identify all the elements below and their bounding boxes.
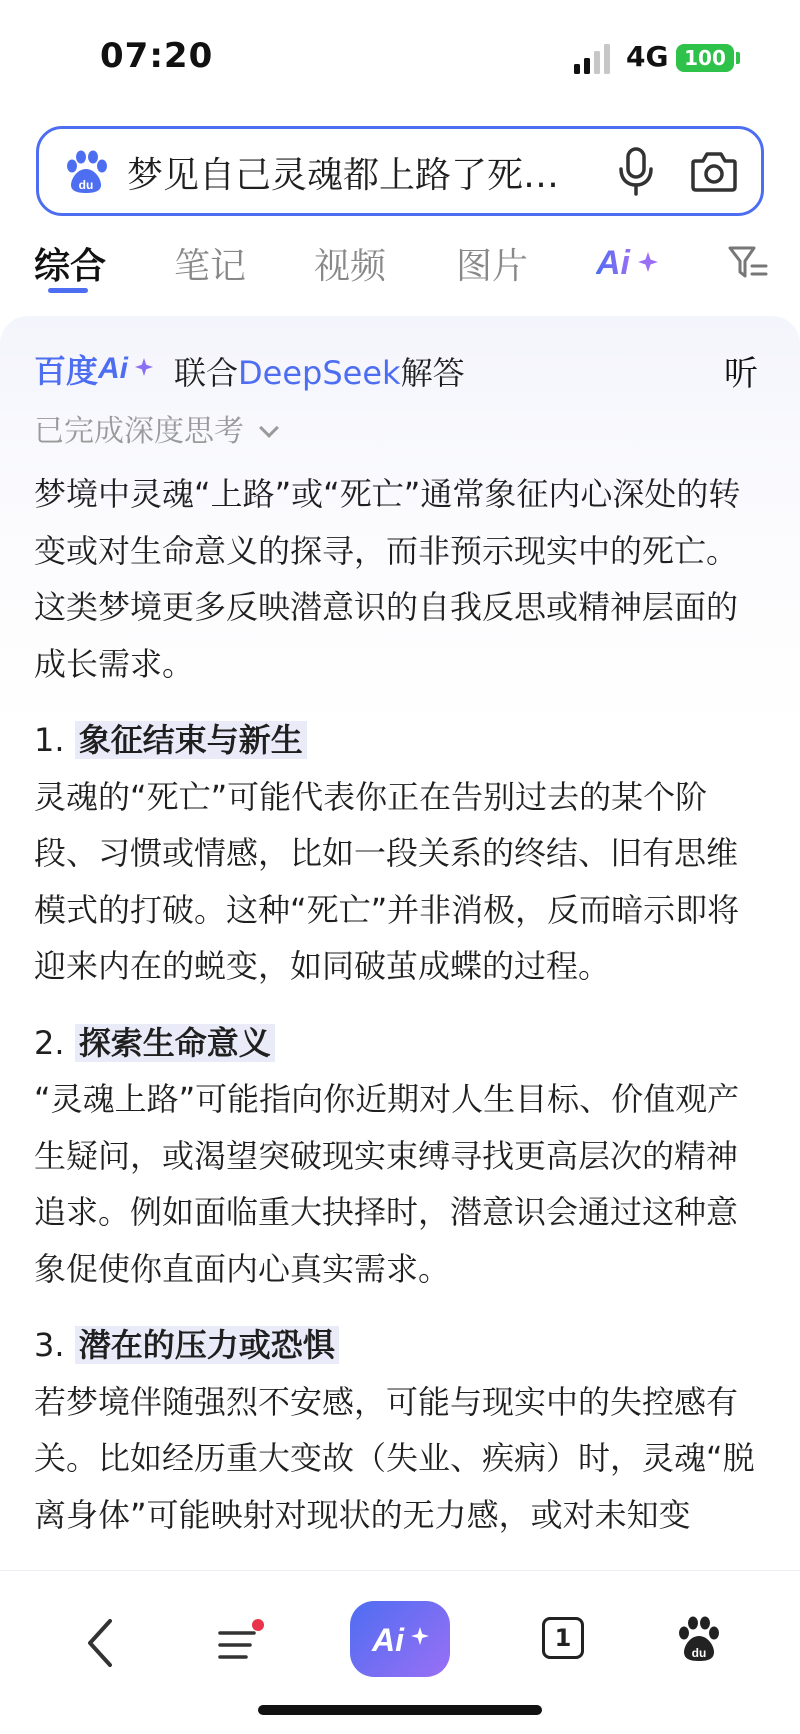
section-body: 若梦境伴随强烈不安感，可能与现实中的失控感有关。比如经历重大变故（失业、疾病）时，灵魂“脱离身体”可能映射对现状的无力感，或对未知变 [34, 1382, 755, 1534]
chevron-down-icon [259, 418, 279, 438]
camera-icon[interactable] [691, 149, 737, 193]
section-number: 1. [34, 721, 65, 759]
home-indicator [258, 1705, 542, 1715]
microphone-icon[interactable] [615, 147, 657, 197]
brand-ai-text: Ai [98, 352, 128, 384]
joint-answer-label [174, 348, 465, 394]
signal-strength-icon [574, 44, 616, 74]
status-time: 07:20 [100, 36, 214, 76]
tab-count-button[interactable]: 1 [542, 1617, 584, 1659]
joint-suffix: 解答 [400, 354, 465, 392]
sparkle-icon [638, 252, 658, 272]
section-number: 2. [34, 1023, 65, 1062]
search-tabs [0, 232, 800, 302]
back-arrow-icon[interactable] [82, 1617, 118, 1669]
search-input[interactable]: 梦见自己灵魂都上路了死… [127, 155, 560, 196]
ai-logo-icon [350, 1601, 450, 1677]
menu-icon[interactable] [218, 1617, 266, 1667]
section-title: 象征结束与新生 [75, 721, 307, 759]
status-bar [0, 0, 800, 110]
ai-answer-card [0, 316, 800, 1576]
notification-dot [252, 1619, 264, 1631]
section-heading [34, 1015, 768, 1072]
section-body: 灵魂的“死亡”可能代表你正在告别过去的某个阶段、习惯或情感，比如一段关系的终结、旧有思维模式的打破。这种“死亡”并非消极，反而暗示即将迎来内在的蜕变，如同破茧成蝶的过程。 [34, 777, 740, 985]
section-number: 3. [34, 1326, 65, 1364]
section-heading [34, 712, 768, 769]
svg-text:du: du [691, 1646, 707, 1660]
deep-thinking-toggle[interactable] [34, 406, 276, 450]
battery-icon [676, 44, 734, 72]
tab-images[interactable]: 图片 [456, 246, 529, 287]
intro-paragraph: 梦境中灵魂“上路”或“死亡”通常象征内心深处的转变或对生命意义的探寻，而非预示现实中的死亡。这类梦境更多反映潜意识的自我反思或精神层面的成长需求。 [34, 475, 741, 683]
section-heading [34, 1317, 768, 1374]
answer-body [34, 466, 768, 1563]
bottom-nav [0, 1570, 800, 1734]
battery-level: 100 [684, 46, 726, 70]
tab-ai[interactable] [596, 242, 660, 282]
brand-label: 百度 [34, 352, 99, 390]
sparkle-icon [135, 358, 153, 376]
tab-videos[interactable]: 视频 [314, 246, 387, 287]
listen-button[interactable]: 听 [724, 354, 758, 394]
nav-ai-label: Ai [372, 1622, 404, 1658]
tab-notes[interactable]: 笔记 [174, 246, 247, 287]
ai-assistant-button[interactable] [350, 1601, 450, 1677]
thinking-status: 已完成深度思考 [34, 414, 244, 449]
ai-tab-label: Ai [596, 244, 630, 282]
filter-icon[interactable] [728, 244, 768, 282]
baidu-paw-icon[interactable] [63, 149, 109, 195]
search-bar[interactable] [36, 126, 764, 216]
battery-tip [736, 52, 740, 64]
network-type: 4G [626, 40, 669, 73]
deepseek-label: DeepSeek [238, 354, 401, 392]
section-title: 探索生命意义 [75, 1024, 275, 1062]
joint-prefix: 联合 [174, 354, 239, 392]
tab-comprehensive[interactable]: 综合 [34, 246, 107, 287]
section-body: “灵魂上路”可能指向你近期对人生目标、价值观产生疑问，或渴望突破现实束缚寻找更高层次的精神追求。例如面临重大抉择时，潜意识会通过这种意象促使你直面内心真实需求。 [34, 1080, 740, 1288]
sparkle-icon [411, 1627, 429, 1645]
section-title: 潜在的压力或恐惧 [75, 1326, 339, 1364]
baidu-paw-icon[interactable] [676, 1615, 722, 1663]
baidu-ai-logo [98, 350, 164, 384]
active-tab-indicator [48, 288, 88, 293]
svg-text:du: du [78, 178, 94, 192]
